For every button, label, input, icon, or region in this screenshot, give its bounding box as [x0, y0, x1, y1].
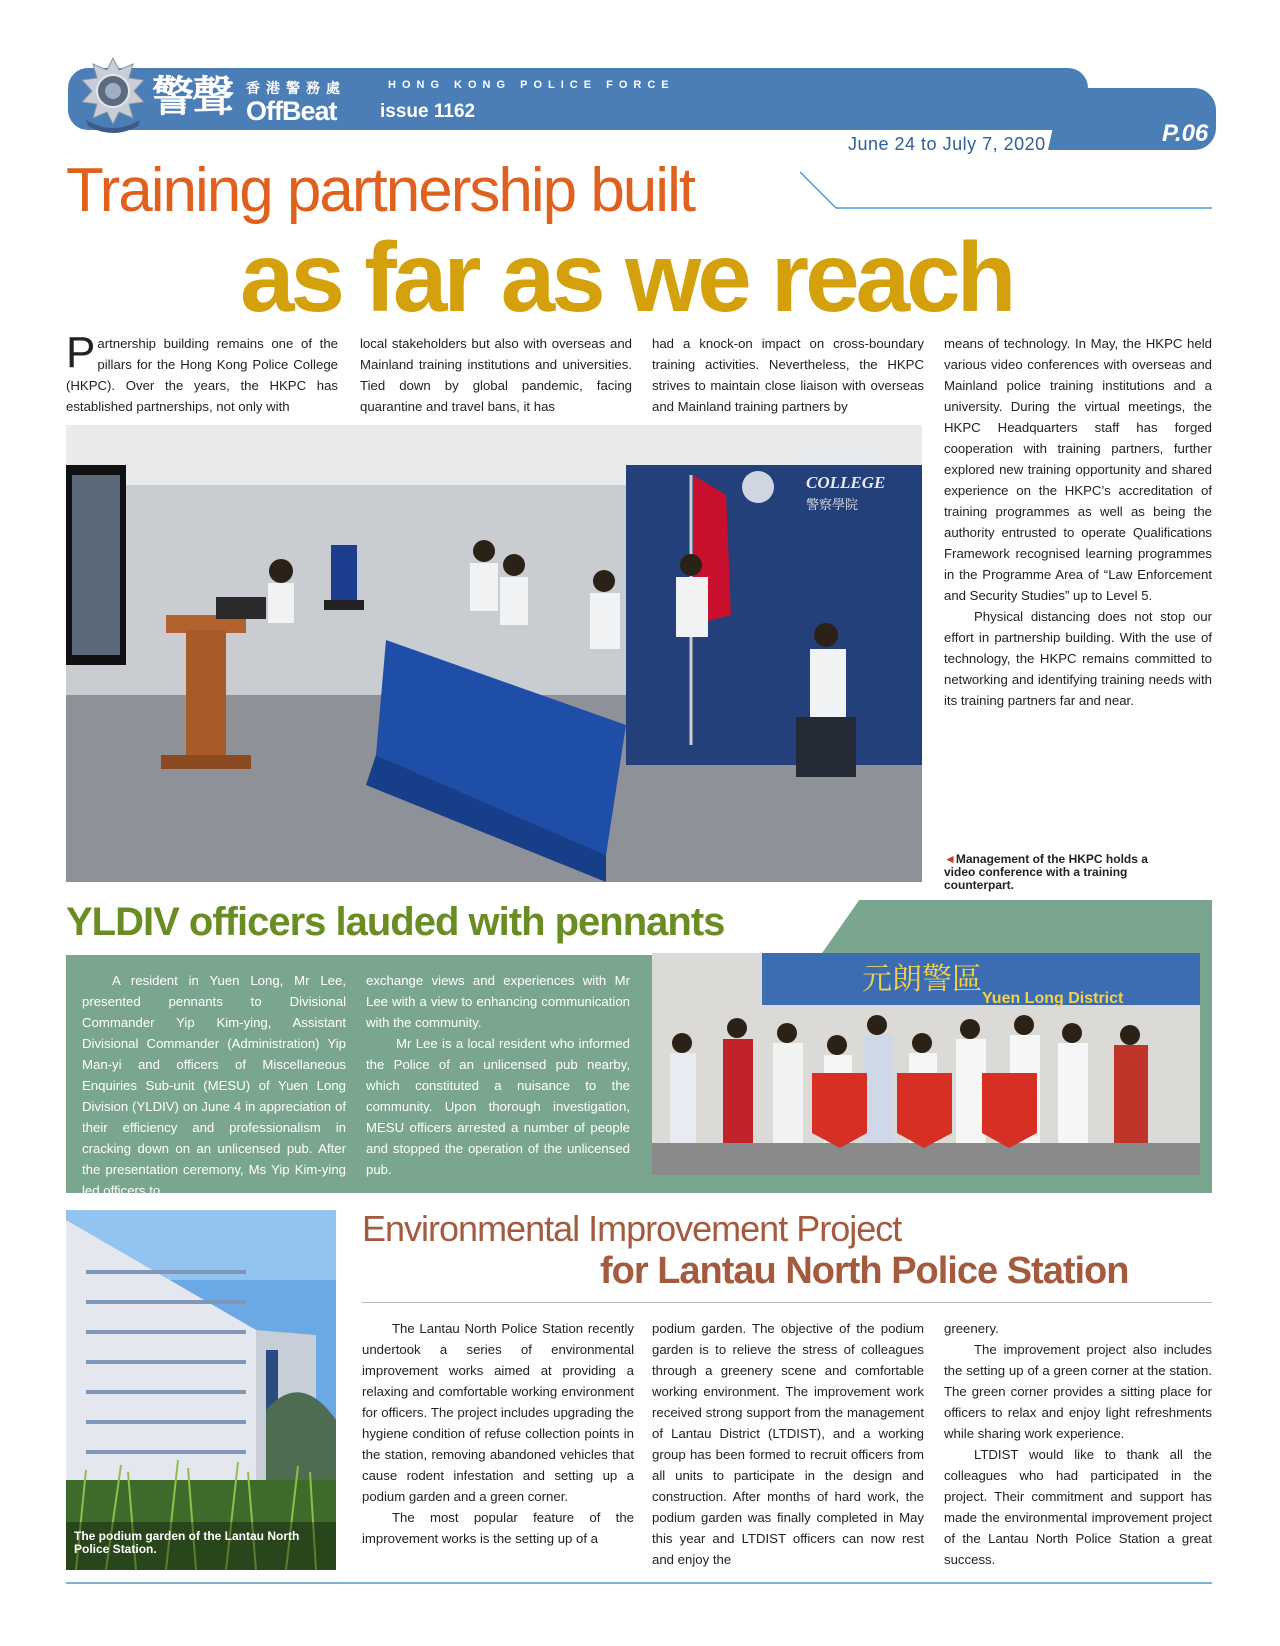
article1-col1-text: artnership building remains one of the pillars for the Hong Kong Police College (HKPC). Over the years, the HKPC has established partnerships, not only with [66, 336, 338, 414]
article1-column-4 [944, 333, 1212, 711]
yldiv-column-2: exchange views and experiences with Mr Lee with a view to enhancing communication with the community. Mr Lee is a local resident who informed the Police of an unlicensed pub nearby, which constituted a nuisance to the community. Upon thorough investigation, MESU officers arrested a number of people and stopped the operation of the unlicensed pub. [366, 973, 630, 1177]
masthead-chinese-org: 香港警務處 [246, 81, 346, 97]
photo-banner-english: Yuen Long District [982, 990, 1124, 1007]
video-conference-caption: ◄Management of the HKPC holds a video conference with a training counterpart. [944, 852, 1148, 892]
masthead-chinese-title: 警聲 [152, 72, 233, 121]
headline-decoration [800, 170, 1212, 212]
podium-garden-caption: The podium garden of the Lantau North Police Station. [74, 1529, 300, 1556]
issue-date: June 24 to July 7, 2020 [848, 134, 1046, 154]
page-number: P.06 [1162, 120, 1209, 147]
article1-column-1 [66, 328, 338, 417]
article1-column-2: local stakeholders but also with overseas and Mainland training institutions and universities. Tied down by global pandemic, facing quarantine and travel bans, it has [360, 336, 632, 414]
yldiv-header-tab [820, 900, 1212, 956]
video-conference-photo [66, 425, 922, 882]
article1-col4-p1: means of technology. In May, the HKPC held various video conferences with overseas and Mainland police training institutions and a university. During the virtual meetings, the HKPC Headquarters staff has forged cooperation with training partners, further explored new training opportunity and shared experience on the HKPC’s accreditation of training programmes as well as being the authority entrusted to operate Qualifications Framework recognised learning programmes in the Programme Area of “Law Enforcement and Security Studies” up to Level 5. [944, 336, 1212, 603]
lantau-column-2: podium garden. The objective of the podium garden is to relieve the stress of colleagues through a greenery scene and comfortable working environment. The improvement work received strong support from the management of Lantau District (LTDIST), and a working group has been formed to recruit officers from all units to participate in the design and construction. After months of hard work, the podium garden was finally completed in May this year and LTDIST officers can now rest and enjoy the [652, 1321, 924, 1567]
dropcap: P [66, 328, 96, 377]
lantau-column-3: greenery. The improvement project also includes the setting up of a green corner at the station. The green corner provides a sitting place for officers to relax and enjoy light refreshments while sharing work experience. LTDIST would like to thank all the colleagues who had participated in the project. Their commitment and support has made the environmental improvement project of the Lantau North Police Station a great success. [944, 1321, 1212, 1567]
article1-headline-line2: as far as we reach [240, 222, 1013, 332]
lantau-divider [362, 1302, 1212, 1303]
lantau-headline-line2: for Lantau North Police Station [600, 1250, 1129, 1292]
issue-number: issue 1162 [380, 101, 476, 122]
masthead-english-title: OffBeat [246, 96, 337, 126]
page-bottom-rule [66, 1582, 1212, 1584]
article1-headline-line1: Training partnership built [66, 156, 695, 225]
masthead-org-english: HONG KONG POLICE FORCE [388, 79, 675, 91]
lantau-headline-line1: Environmental Improvement Project [362, 1208, 902, 1249]
photo-sign-police: POLICE [806, 450, 869, 469]
lantau-column-1: The Lantau North Police Station recently undertook a series of environmental improvement works aimed at providing a relaxing and comfortable working environment for officers. The project includes upgrading the hygiene condition of refuse collection points in the station, removing abandoned vehicles that cause rodent infestation and setting up a podium garden and a green corner. The most popular feature of the improvement works is the setting up of a [362, 1321, 634, 1546]
police-badge-icon [78, 56, 148, 134]
yldiv-headline: YLDIV officers lauded with pennants [66, 900, 725, 944]
podium-garden-photo [66, 1210, 336, 1570]
article1-col4-p2: Physical distancing does not stop our effort in partnership building. With the use of technology, the HKPC remains committed to networking and identifying training needs with its training partners far and near. [944, 609, 1212, 708]
photo-sign-chinese: 警察學院 [806, 498, 859, 513]
photo-banner-chinese: 元朗警區 [862, 962, 982, 997]
photo-sign-college: COLLEGE [806, 473, 886, 492]
caption-arrow-icon: ◄ [944, 852, 956, 866]
article1-column-3: had a knock-on impact on cross-boundary training activities. Nevertheless, the HKPC strives to maintain close liaison with overseas and Mainland training partners by [652, 336, 924, 414]
yldiv-column-1: A resident in Yuen Long, Mr Lee, presented pennants to Divisional Commander Yip Kim-ying, Assistant Divisional Commander (Administration) Yip Man-yi and officers of Miscellaneous Enquiries Sub-unit (MESU) of Yuen Long Division (YLDIV) on June 4 in appreciation of their efficiency and professionalism in cracking down on an unlicensed pub. After the presentation ceremony, Ms Yip Kim-ying led officers to [82, 973, 346, 1198]
pennant-presentation-photo [652, 953, 1200, 1175]
